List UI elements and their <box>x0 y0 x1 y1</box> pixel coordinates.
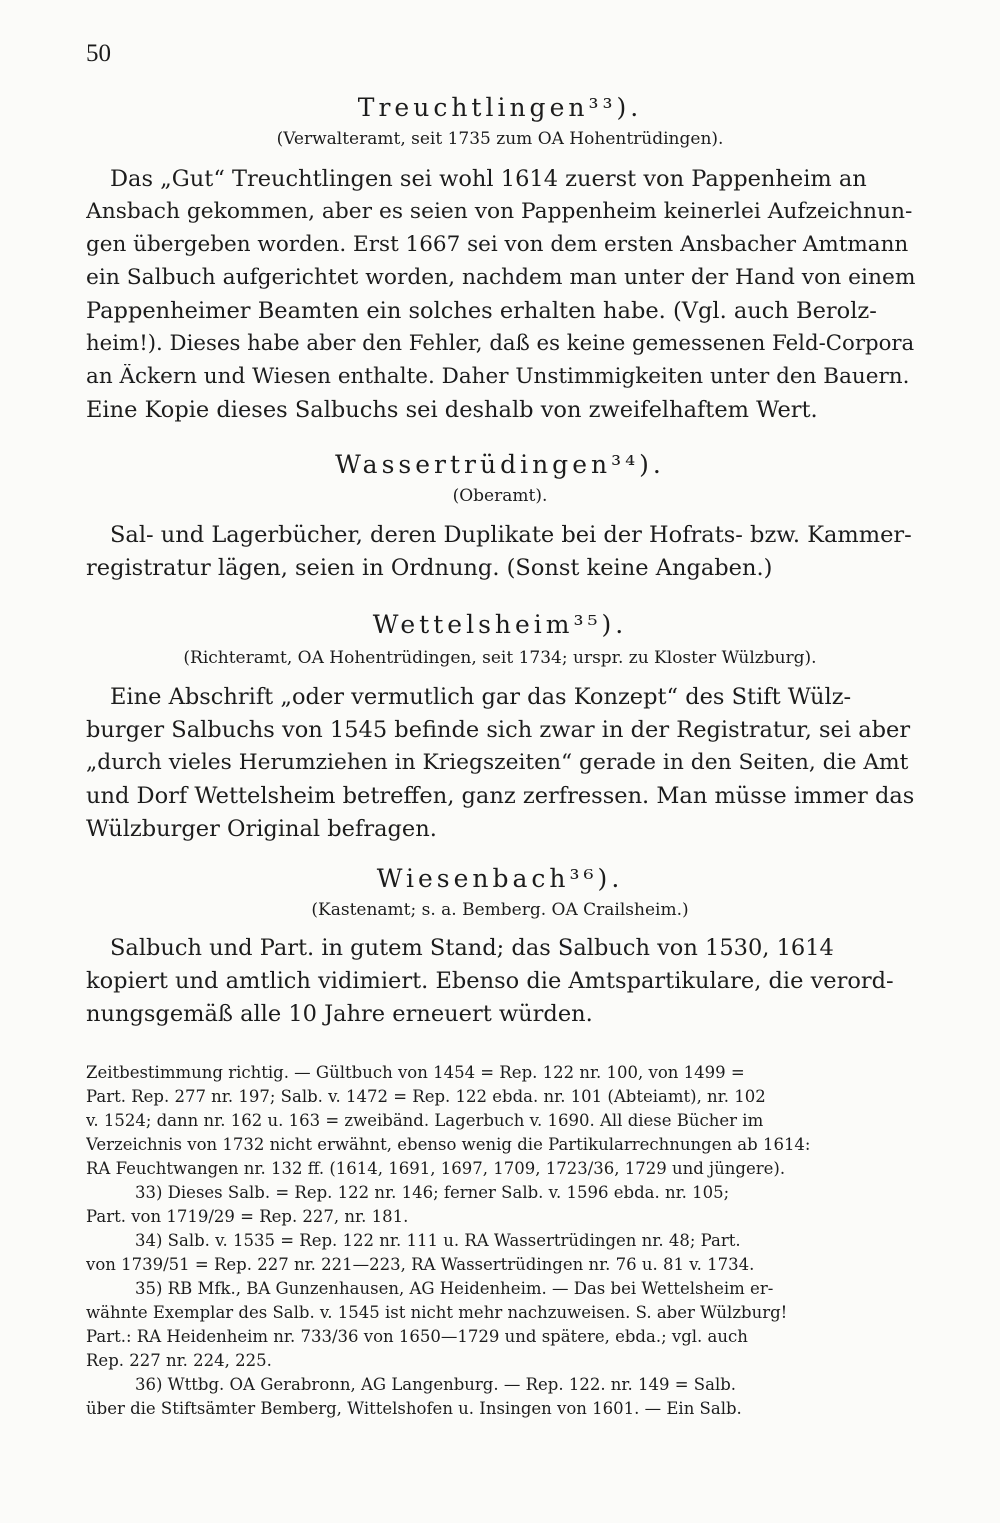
text-line: burger Salbuchs von 1545 befinde sich zwar in der Registratur, sei aber <box>86 717 911 743</box>
section-subtitle-treuchtlingen: (Verwalteramt, seit 1735 zum OA Hohentrüdingen). <box>276 129 724 149</box>
footnote-35: 35) RB Mfk., BA Gunzenhausen, AG Heidenheim. — Das bei Wettelsheim er- <box>135 1279 774 1298</box>
footnote-line: von 1739/51 = Rep. 227 nr. 221—223, RA Wassertrüdingen nr. 76 u. 81 v. 1734. <box>86 1255 755 1274</box>
footnote-33: 33) Dieses Salb. = Rep. 122 nr. 146; ferner Salb. v. 1596 ebda. nr. 105; <box>135 1183 730 1202</box>
text-line: Salbuch und Part. in gutem Stand; das Salbuch von 1530, 1614 <box>110 935 834 961</box>
footnote-36: 36) Wttbg. OA Gerabronn, AG Langenburg. — Rep. 122. nr. 149 = Salb. <box>135 1375 737 1394</box>
section-title-wiesenbach: Wiesenbach³⁶). <box>376 864 624 893</box>
section-title-treuchtlingen: Treuchtlingen³³). <box>357 93 643 122</box>
footnote-line: über die Stiftsämter Bemberg, Wittelshofen u. Insingen von 1601. — Ein Salb. <box>86 1399 742 1418</box>
text-line: Eine Kopie dieses Salbuchs sei deshalb von zweifelhaftem Wert. <box>86 397 818 423</box>
footnote-line: v. 1524; dann nr. 162 u. 163 = zweibänd. Lagerbuch v. 1690. All diese Bücher im <box>86 1111 764 1130</box>
footnote-line: wähnte Exemplar des Salb. v. 1545 ist nicht mehr nachzuweisen. S. aber Wülzburg! <box>86 1303 788 1322</box>
text-line: Sal- und Lagerbücher, deren Duplikate bei der Hofrats- bzw. Kammer- <box>110 522 912 548</box>
text-line: kopiert und amtlich vidimiert. Ebenso die Amtspartikulare, die verord- <box>86 968 894 994</box>
text-line: an Äckern und Wiesen enthalte. Daher Unstimmigkeiten unter den Bauern. <box>86 364 910 389</box>
text-line: Ansbach gekommen, aber es seien von Pappenheim keinerlei Aufzeichnun- <box>86 199 913 224</box>
text-line: Das „Gut“ Treuchtlingen sei wohl 1614 zuerst von Pappenheim an <box>110 166 867 192</box>
section-title-wettelsheim: Wettelsheim³⁵). <box>372 610 628 639</box>
page-number: 50 <box>86 40 111 67</box>
text-line: Pappenheimer Beamten ein solches erhalten habe. (Vgl. auch Berolz- <box>86 298 877 324</box>
section-subtitle-wettelsheim: (Richteramt, OA Hohentrüdingen, seit 1734; urspr. zu Kloster Wülzburg). <box>183 648 817 668</box>
footnote-line: Rep. 227 nr. 224, 225. <box>86 1351 272 1370</box>
footnote-line: RA Feuchtwangen nr. 132 ff. (1614, 1691, 1697, 1709, 1723/36, 1729 und jüngere). <box>86 1159 786 1178</box>
text-line: Eine Abschrift „oder vermutlich gar das Konzept“ des Stift Wülz- <box>110 684 852 710</box>
text-line: und Dorf Wettelsheim betreffen, ganz zerfressen. Man müsse immer das <box>86 783 915 809</box>
section-subtitle-wiesenbach: (Kastenamt; s. a. Bemberg. OA Crailsheim.) <box>311 900 689 920</box>
section-subtitle-wassertruedingen: (Oberamt). <box>452 486 548 506</box>
section-title-wassertruedingen: Wassertrüdingen³⁴). <box>335 450 665 479</box>
footnote-line: Part. Rep. 277 nr. 197; Salb. v. 1472 = Rep. 122 ebda. nr. 101 (Abteiamt), nr. 102 <box>86 1087 766 1106</box>
text-line: nungsgemäß alle 10 Jahre erneuert würden. <box>86 1001 593 1027</box>
text-line: „durch vieles Herumziehen in Kriegszeiten“ gerade in den Seiten, die Amt <box>86 750 909 775</box>
text-line: gen übergeben worden. Erst 1667 sei von dem ersten Ansbacher Amtmann <box>86 232 909 257</box>
text-line: heim!). Dieses habe aber den Fehler, daß es keine gemessenen Feld-Corpora <box>86 331 915 356</box>
footnote-34: 34) Salb. v. 1535 = Rep. 122 nr. 111 u. RA Wassertrüdingen nr. 48; Part. <box>135 1231 741 1250</box>
text-line: ein Salbuch aufgerichtet worden, nachdem man unter der Hand von einem <box>86 265 916 290</box>
footnote-line: Verzeichnis von 1732 nicht erwähnt, ebenso wenig die Partikularrechnungen ab 1614: <box>86 1135 811 1154</box>
footnote-line: Part. von 1719/29 = Rep. 227, nr. 181. <box>86 1207 409 1226</box>
footnote-line: Zeitbestimmung richtig. — Gültbuch von 1454 = Rep. 122 nr. 100, von 1499 = <box>86 1063 745 1082</box>
text-line: registratur lägen, seien in Ordnung. (Sonst keine Angaben.) <box>86 555 773 581</box>
footnote-line: Part.: RA Heidenheim nr. 733/36 von 1650—1729 und spätere, ebda.; vgl. auch <box>86 1327 748 1346</box>
text-line: Wülzburger Original befragen. <box>86 816 437 842</box>
